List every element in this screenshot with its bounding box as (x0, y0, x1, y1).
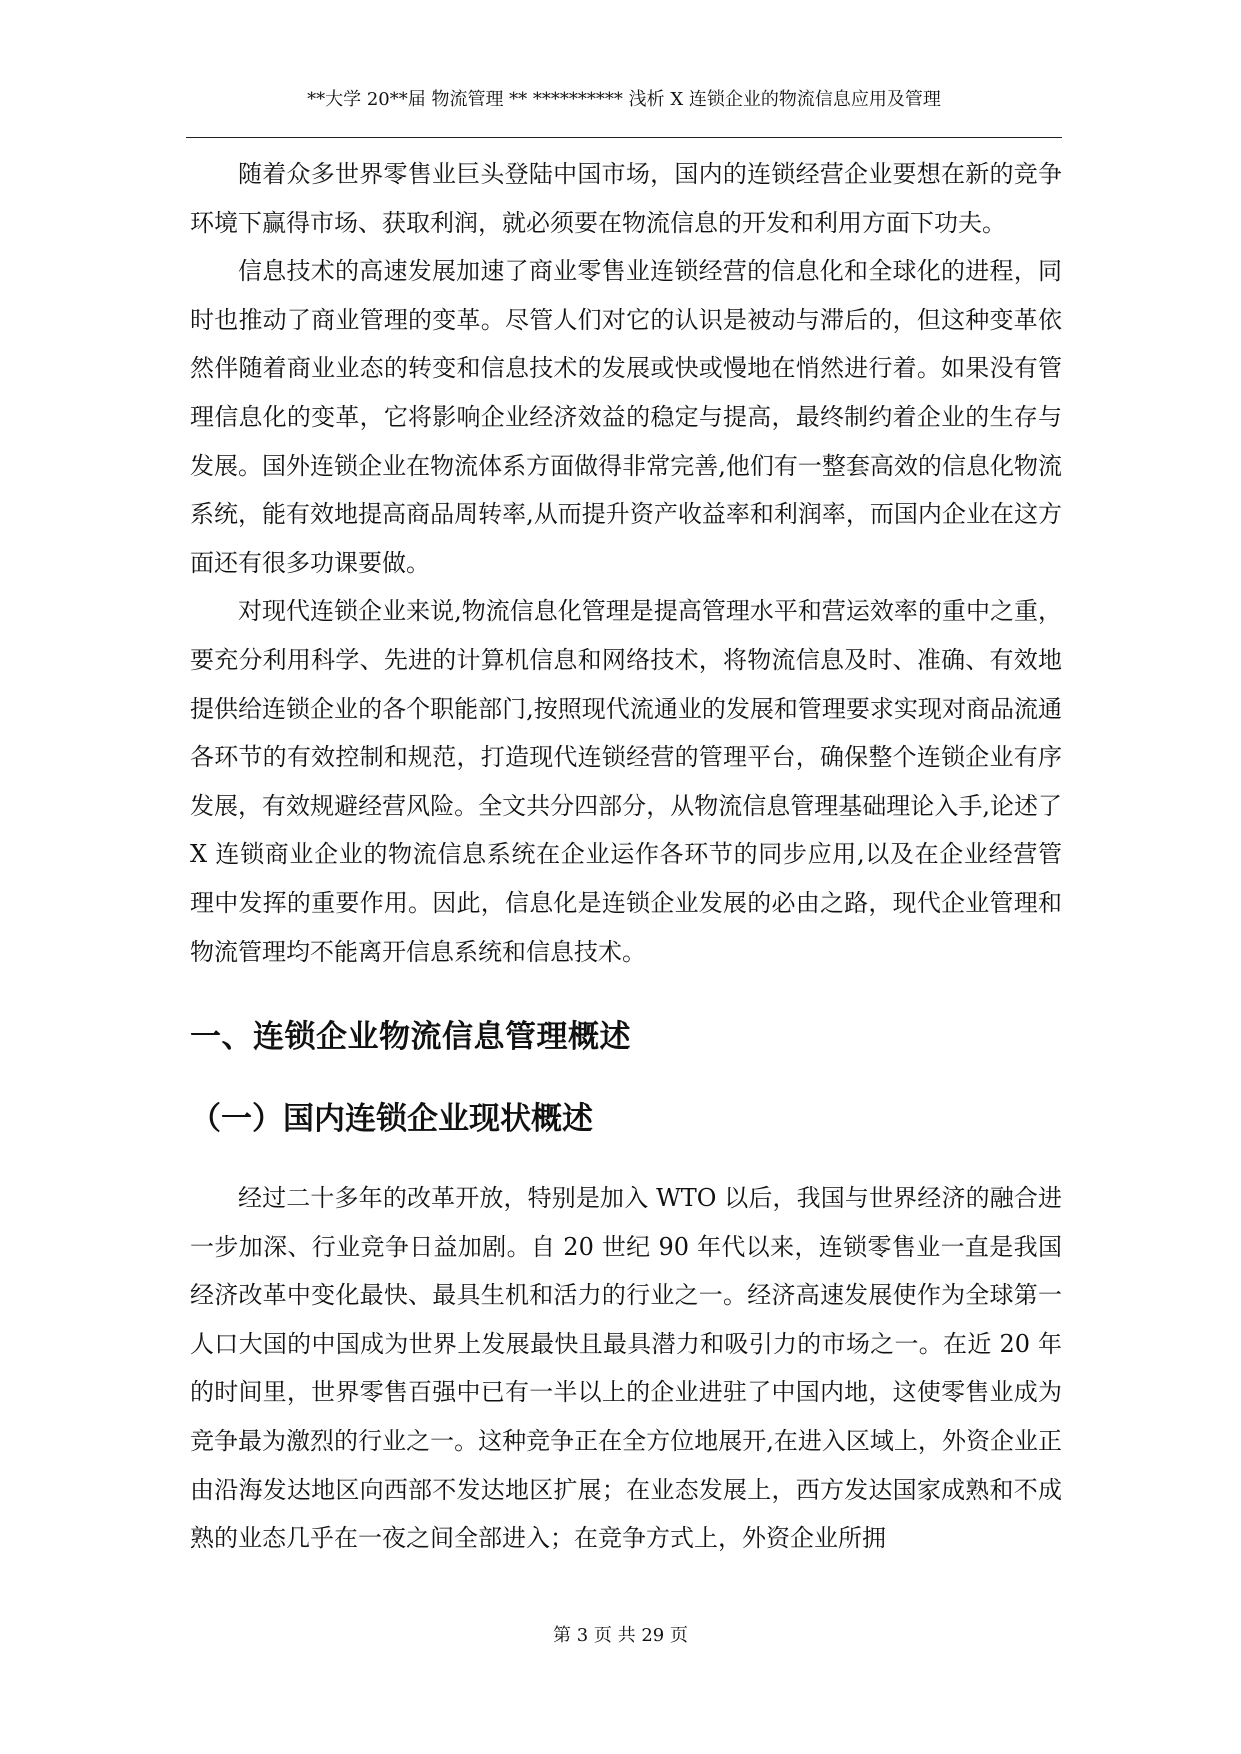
subsection-heading: （一）国内连锁企业现状概述 (190, 1101, 593, 1138)
intro-paragraph-1: 随着众多世界零售业巨头登陆中国市场，国内的连锁经营企业要想在新的竞争环境下赢得市场、获取利润，就必须要在物流信息的开发和利用方面下功夫。 (190, 160, 1062, 237)
header-divider (186, 137, 1062, 138)
page-number: 第 3 页 共 29 页 (553, 1625, 688, 1646)
section-paragraph: 经过二十多年的改革开放，特别是加入 WTO 以后，我国与世界经济的融合进一步加深、行业竞争日益加剧。自 20 世纪 90 年代以来，连锁零售业一直是我国经济改革中变化最快、最具生机和活力的行业之一。经济高速发展使作为全球第一人口大国的中国成为世界上发展最快且最具潜力和吸引力的市场之一。在近 20 年的时间里，世界零售百强中已有一半以上的企业进驻了中国内地，这使零售业成为竞争最为激烈的行业之一。这种竞争正在全方位地展开,在进入区域上，外资企业正由沿海发达地区向西部不发达地区扩展；在业态发展上，西方发达国家成熟和不成熟的业态几乎在一夜之间全部进入；在竞争方式上，外资企业所拥 (190, 1184, 1062, 1553)
intro-paragraph-3: 对现代连锁企业来说,物流信息化管理是提高管理水平和营运效率的重中之重，要充分利用科学、先进的计算机信息和网络技术，将物流信息及时、准确、有效地提供给连锁企业的各个职能部门,按照现代流通业的发展和管理要求实现对商品流通各环节的有效控制和规范，打造现代连锁经营的管理平台，确保整个连锁企业有序发展，有效规避经营风险。全文共分四部分，从物流信息管理基础理论入手,论述了 X 连锁商业企业的物流信息系统在企业运作各环节的同步应用,以及在企业经营管理中发挥的重要作用。因此，信息化是连锁企业发展的必由之路，现代企业管理和物流管理均不能离开信息系统和信息技术。 (190, 597, 1062, 966)
running-header: **大学 20**届 物流管理 ** ********** 浅析 X 连锁企业的物流信息应用及管理 (307, 89, 941, 110)
intro-paragraph-2: 信息技术的高速发展加速了商业零售业连锁经营的信息化和全球化的进程，同时也推动了商业管理的变革。尽管人们对它的认识是被动与滞后的，但这种变革依然伴随着商业业态的转变和信息技术的发展或快或慢地在悄然进行着。如果没有管理信息化的变革，它将影响企业经济效益的稳定与提高，最终制约着企业的生存与发展。国外连锁企业在物流体系方面做得非常完善,他们有一整套高效的信息化物流系统，能有效地提高商品周转率,从而提升资产收益率和利润率，而国内企业在这方面还有很多功课要做。 (190, 257, 1062, 577)
section-heading: 一、连锁企业物流信息管理概述 (190, 1019, 631, 1056)
body-text (190, 150, 1062, 1563)
